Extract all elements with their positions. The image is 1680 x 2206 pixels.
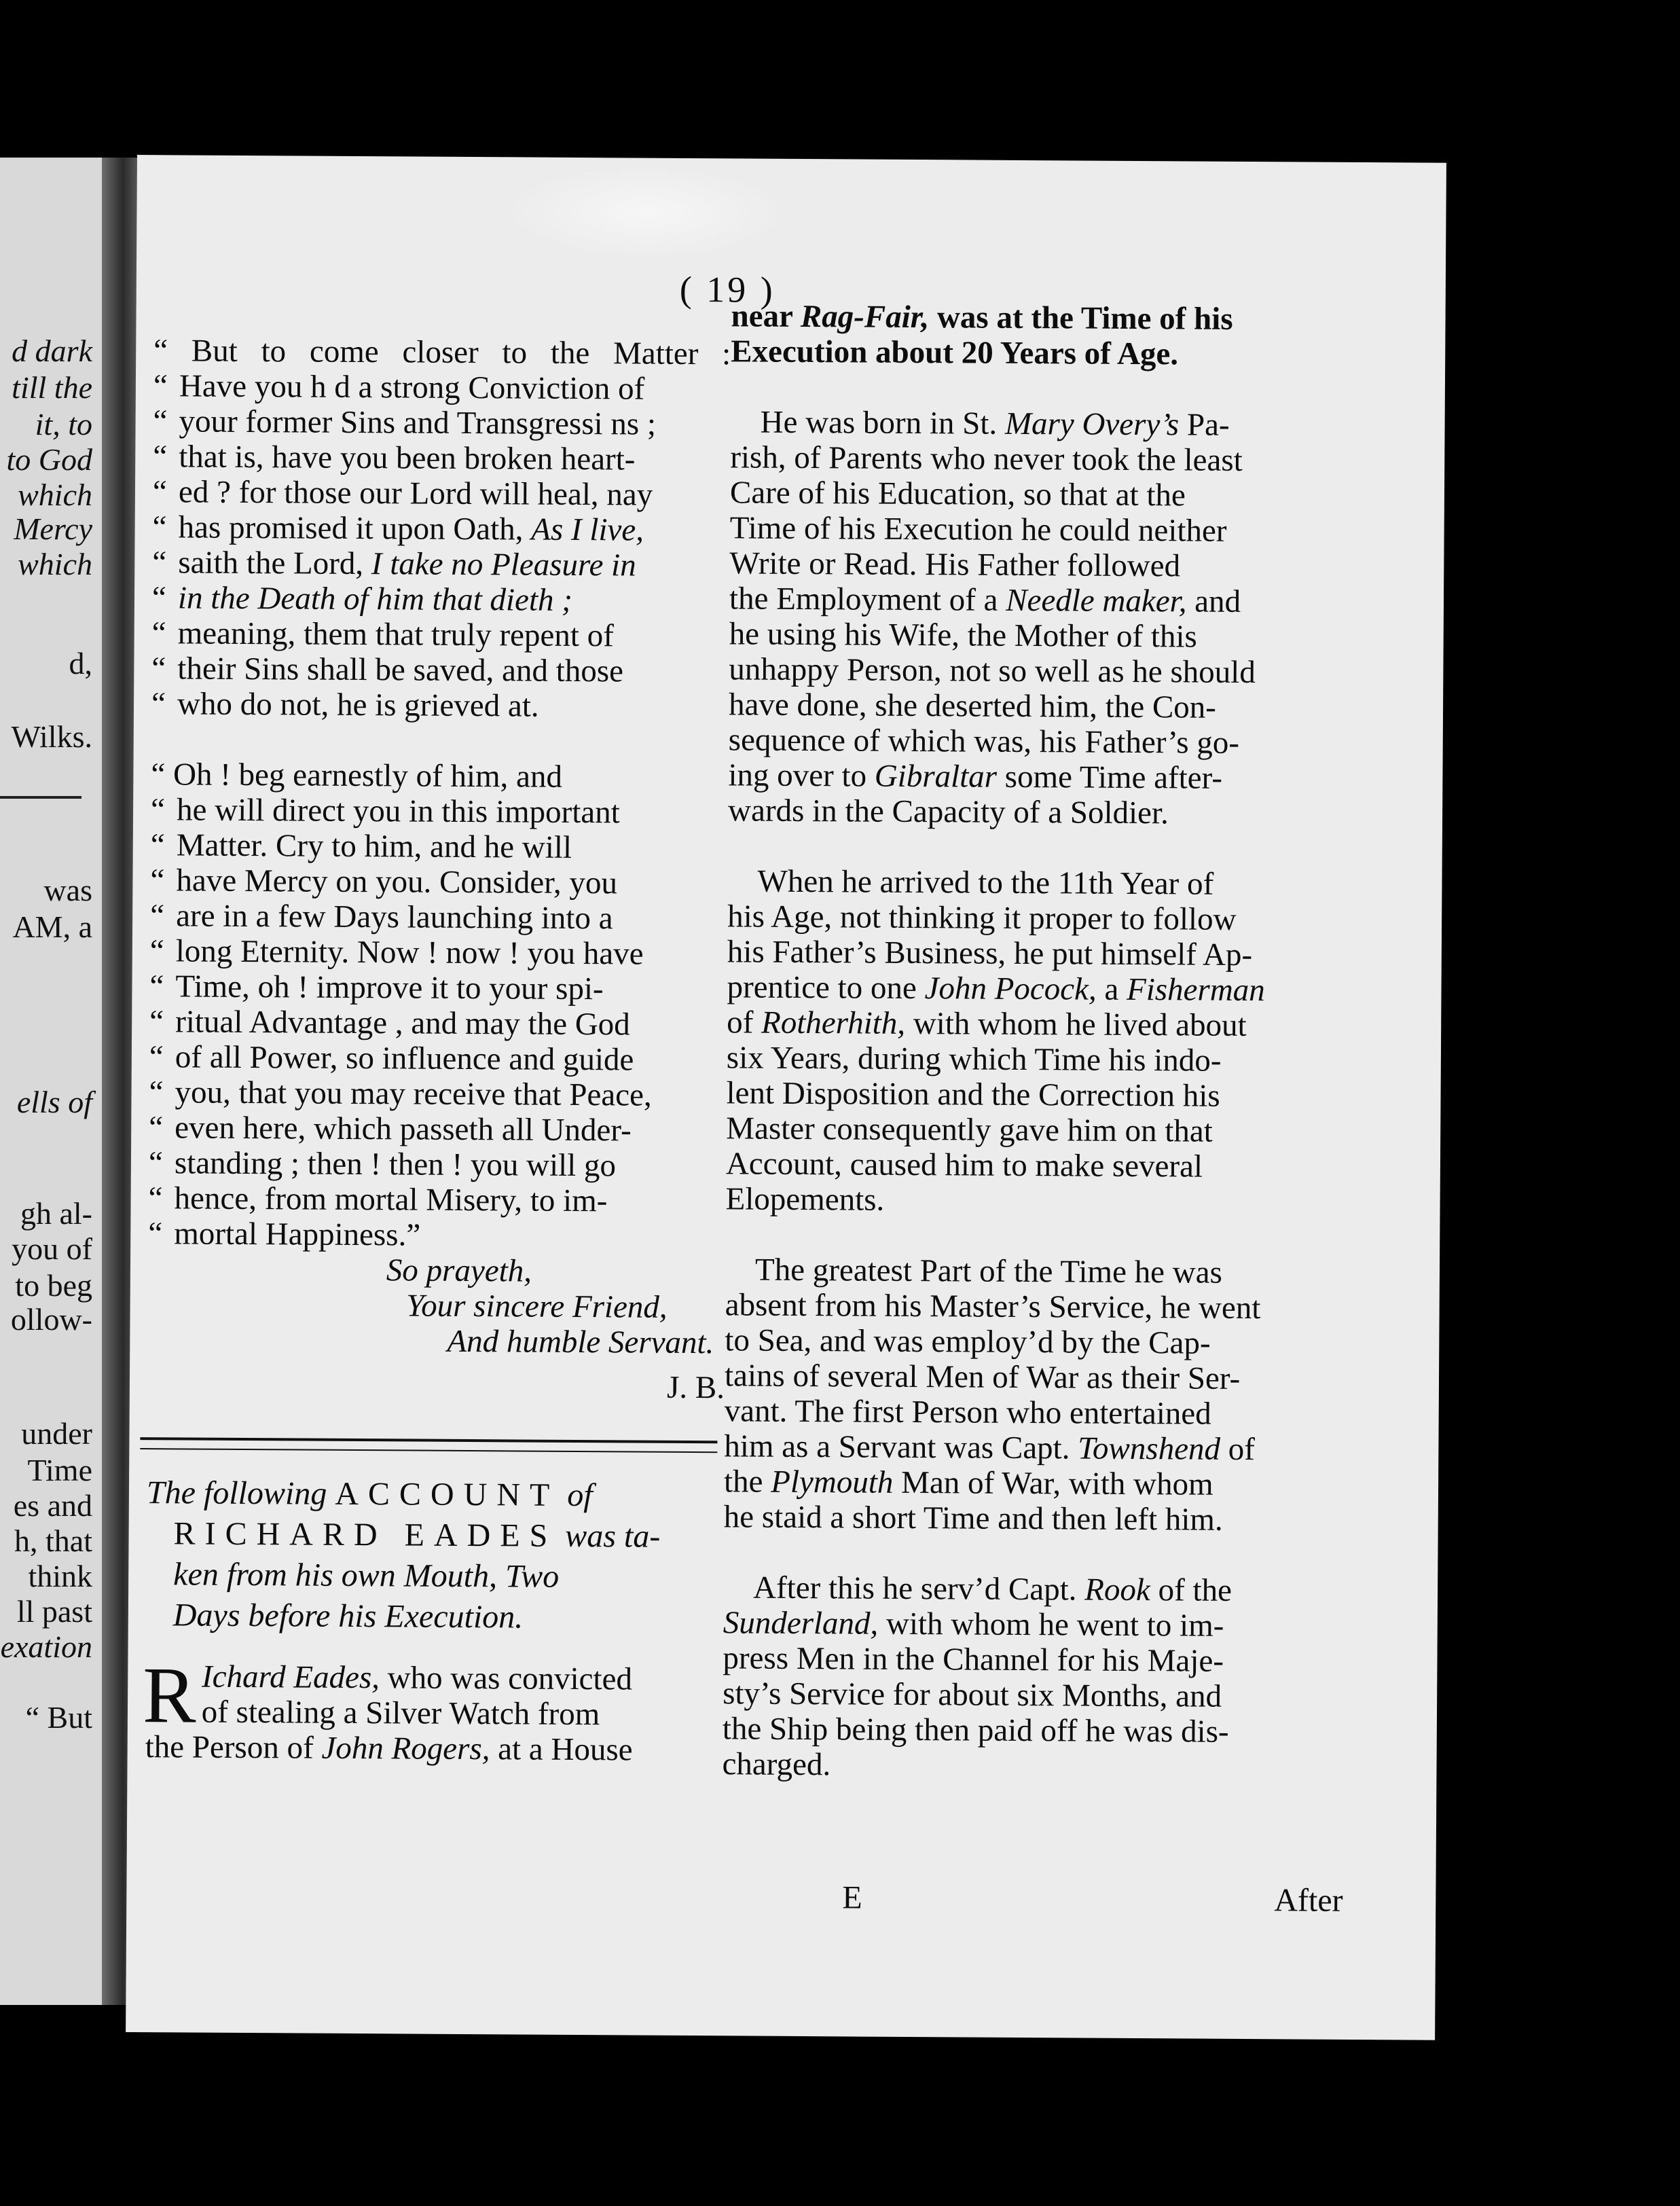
text-line: “ that is, have you been broken heart-	[153, 439, 636, 477]
text-line: “ have Mercy on you. Consider, you	[150, 863, 618, 901]
letter-paragraph-1	[151, 333, 731, 725]
fragment-line: under	[21, 1416, 92, 1451]
text-line: tains of several Men of War as their Ser-	[724, 1358, 1241, 1396]
fragment-line: Mercy	[14, 511, 92, 546]
text-line: ing over to Gibraltar some Time after-	[728, 757, 1223, 796]
text-line: vant. The first Person who entertained	[724, 1393, 1211, 1432]
text-line: “ their Sins shall be saved, and those	[151, 651, 624, 689]
text-line: The greatest Part of the Time he was	[754, 1252, 1223, 1290]
text-line: the Ship being then paid off he was dis-	[722, 1711, 1229, 1750]
fragment-line: exation	[0, 1629, 92, 1664]
text-line: charged.	[722, 1746, 831, 1783]
text-line: “ are in a few Days launching into a	[149, 898, 613, 937]
text-line: “ mortal Happiness.”	[148, 1216, 421, 1253]
fragment-line: Wilks.	[11, 719, 92, 754]
text-line: “ has promised it upon Oath, As I live,	[152, 509, 644, 548]
text-line: “ hence, from mortal Misery, to im-	[148, 1180, 608, 1219]
paper-stain	[503, 164, 789, 261]
text-line: “ you, that you may receive that Peace,	[149, 1074, 652, 1113]
heading-line: The following ACCOUNT of	[146, 1475, 593, 1514]
text-line: Execution about 20 Years of Age.	[731, 333, 1179, 372]
text-line: he using his Wife, the Mother of this	[729, 616, 1197, 655]
sign-off-line: And humble Servant.	[447, 1323, 714, 1361]
page-number: ( 19 )	[679, 268, 775, 310]
text-line: lent Disposition and the Correction his	[726, 1075, 1220, 1114]
fragment-line: AM, a	[12, 909, 92, 944]
fragment-line: d,	[69, 646, 92, 681]
fragment-line: ollow-	[10, 1302, 92, 1337]
text-line: “ Have you h d a strong Conviction of	[153, 368, 645, 407]
heading-line: ken from his own Mouth, Two	[173, 1556, 560, 1595]
text-line: After this he serv’d Capt. Rook of the	[752, 1570, 1232, 1608]
sign-off-line: So prayeth,	[386, 1252, 532, 1289]
text-line: the Plymouth Man of War, with whom	[723, 1464, 1213, 1502]
text-line: “ who do not, he is grieved at.	[151, 686, 539, 724]
text-line: unhappy Person, not so well as he should	[729, 651, 1256, 691]
text-line: Care of his Education, so that at the	[729, 475, 1186, 513]
fragment-line: to God	[6, 442, 92, 477]
text-line: sty’s Service for about six Months, and	[723, 1676, 1222, 1714]
text-line: “ ed ? for those our Lord will heal, nay	[152, 474, 653, 513]
text-line: He was born in St. Mary Overy’s Pa-	[760, 404, 1230, 443]
fragment-line: Time	[27, 1453, 92, 1487]
fragment-line: which	[18, 547, 92, 581]
letter-sign-off	[147, 1251, 725, 1360]
fragment-rule	[0, 796, 81, 799]
text-line: his Father’s Business, he put himself Ap-	[727, 934, 1253, 973]
account-heading	[146, 1472, 724, 1639]
text-line: “ Matter. Cry to him, and he will	[150, 827, 572, 865]
paragraph-apprentice	[725, 863, 1330, 1220]
text-line: he staid a short Time and then left him.	[723, 1499, 1223, 1538]
text-line: of stealing a Silver Watch from	[201, 1694, 600, 1733]
heading-line: RICHARD EADES was ta-	[173, 1515, 661, 1555]
text-line: “ your former Sins and Transgressi ns ;	[153, 403, 657, 442]
text-line: “ Time, oh ! improve it to your spi-	[149, 969, 604, 1007]
text-line: rish, of Parents who never took the least	[730, 439, 1243, 478]
text-line: Sunderland, with whom he went to im-	[723, 1605, 1224, 1644]
sign-off-line: Your sincere Friend,	[406, 1288, 668, 1325]
text-line: of Rotherhith, with whom he lived about	[727, 1005, 1247, 1044]
paragraph-sea-service	[724, 1252, 1329, 1538]
fragment-line: gh al-	[20, 1196, 92, 1231]
text-line: the Person of John Rogers, at a House	[145, 1729, 633, 1768]
text-line: six Years, during which Time his indo-	[726, 1040, 1222, 1079]
text-line: When he arrived to the 11th Year of	[757, 863, 1214, 902]
paragraph-rook	[722, 1570, 1326, 1785]
text-line: Master consequently gave him on that	[726, 1110, 1213, 1149]
text-line: him as a Servant was Capt. Townshend of	[724, 1428, 1256, 1468]
book-page	[126, 155, 1446, 2040]
text-line: “ But to come closer to the Matter :	[153, 333, 731, 372]
text-line: Ichard Eades, who was convicted	[201, 1659, 633, 1697]
fragment-line: es and	[13, 1488, 92, 1523]
account-opening	[142, 1650, 723, 1768]
fragment-line: think	[28, 1559, 92, 1593]
text-line: “ in the Death of him that dieth ;	[151, 580, 573, 618]
text-line: “ Oh ! beg earnestly of him, and	[151, 757, 563, 795]
text-line: near Rag-Fair, was at the Time of his	[731, 298, 1233, 337]
text-line: “ ritual Advantage , and may the God	[149, 1004, 630, 1043]
text-line: Time of his Execution he could neither	[729, 510, 1227, 549]
fragment-line: was	[43, 873, 92, 907]
text-line: “ long Eternity. Now ! now ! you have	[149, 933, 644, 972]
paragraph-birth	[728, 404, 1334, 831]
text-line: have done, she deserted him, the Con-	[728, 687, 1217, 725]
fragment-line: ll past	[16, 1594, 92, 1629]
text-line: the Employment of a Needle maker, and	[729, 581, 1241, 619]
text-line: “ standing ; then ! then ! you will go	[148, 1145, 617, 1184]
signature-mark: E	[842, 1879, 862, 1916]
fragment-line: you of	[12, 1231, 92, 1266]
text-line: his Age, not thinking it proper to follow	[727, 899, 1237, 937]
text-line: Write or Read. His Father followed	[729, 545, 1181, 584]
text-line: Elopements.	[725, 1181, 885, 1218]
left-column	[142, 333, 731, 1768]
letter-initials: J. B.	[666, 1369, 725, 1406]
drop-cap: R	[142, 1650, 197, 1740]
text-line: sequence of which was, his Father’s go-	[728, 722, 1240, 761]
text-line: “ even here, which passeth all Under-	[149, 1110, 632, 1149]
facing-page-fragment	[0, 158, 102, 2005]
fragment-line: till the	[12, 370, 92, 405]
text-line: press Men in the Channel for his Maje-	[723, 1640, 1224, 1679]
fragment-line: which	[18, 477, 92, 512]
text-line: Account, caused him to make several	[725, 1146, 1203, 1185]
fragment-line: h, that	[14, 1523, 92, 1558]
text-line: absent from his Master’s Service, he went	[725, 1287, 1261, 1326]
heading-line: Days before his Execution.	[172, 1597, 524, 1635]
text-line: “ of all Power, so influence and guide	[149, 1039, 634, 1078]
fragment-line: ells of	[16, 1085, 92, 1119]
fragment-line: d dark	[12, 333, 92, 368]
text-line: wards in the Capacity of a Soldier.	[727, 793, 1169, 831]
text-line: prentice to one John Pocock, a Fisherman	[727, 969, 1265, 1009]
text-line: to Sea, and was employ’d by the Cap-	[725, 1322, 1211, 1361]
catchword: After	[1274, 1882, 1343, 1919]
fragment-line: “ But	[25, 1700, 92, 1735]
text-line: “ saith the Lord, I take no Pleasure in	[152, 545, 636, 583]
fragment-line: it, to	[35, 407, 92, 441]
fragment-line: to beg	[15, 1268, 92, 1303]
text-line: “ he will direct you in this important	[150, 792, 620, 831]
right-column	[722, 298, 1334, 1785]
letter-paragraph-2	[148, 757, 728, 1254]
text-line: “ meaning, them that truly repent of	[151, 615, 615, 654]
section-divider	[140, 1437, 717, 1453]
